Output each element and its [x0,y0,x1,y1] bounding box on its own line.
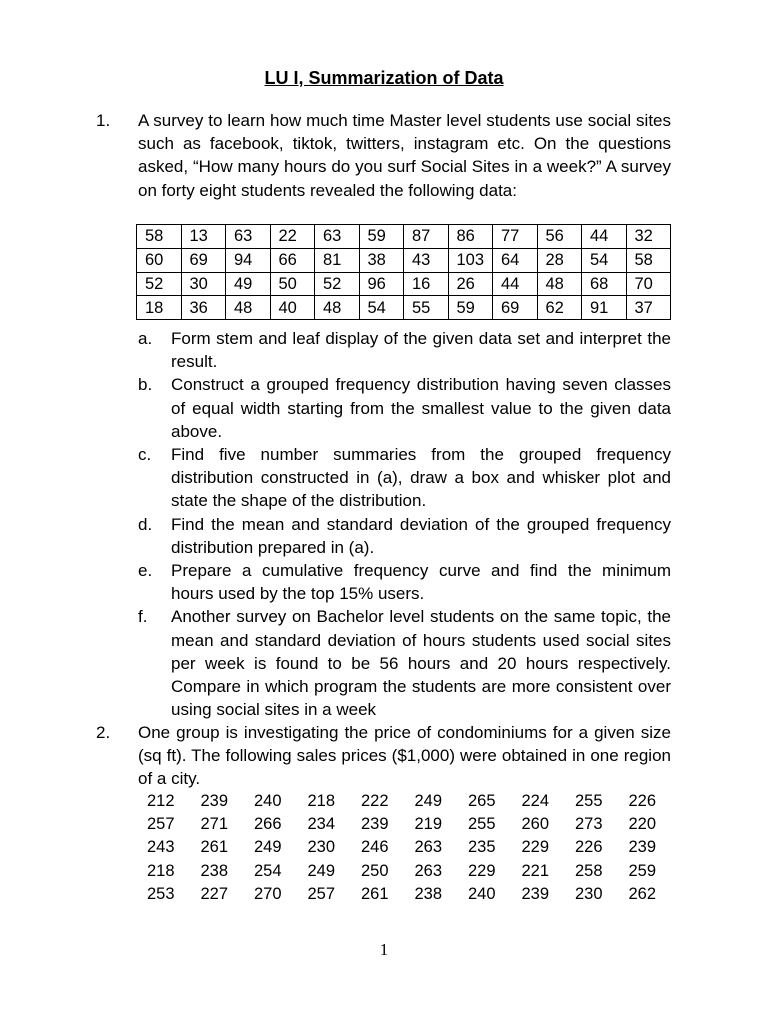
price-value: 271 [200,815,229,834]
sub-question [138,605,671,721]
page-title: LU I, Summarization of Data [264,68,504,88]
price-value: 221 [521,861,550,880]
table-cell: 70 [626,272,671,296]
table-cell: 69 [181,248,226,272]
price-value: 230 [307,838,336,857]
table-cell: 58 [626,248,671,272]
price-value: 212 [147,792,175,810]
sub-question-text: Find the mean and standard deviation of the grouped frequency distribution prepared in (a). [171,514,671,557]
price-value: 239 [628,838,657,857]
table-cell: 43 [404,248,449,272]
price-value: 257 [147,815,175,834]
sub-question-letter: c. [138,445,152,465]
price-value: 263 [414,838,443,857]
price-value: 270 [254,884,282,903]
price-value: 266 [254,815,282,834]
sub-question [138,443,671,513]
sub-question [138,373,671,443]
sub-question-text: Another survey on Bachelor level students on the same topic, the mean and standard deviation of hours students used social sites per week is found to be 56 hours and 20 hours respectively. Compare in which program the students are more consistent over using social sites in a week [171,607,671,720]
price-data-grid [147,790,682,906]
table-cell: 37 [626,296,671,320]
price-value: 250 [361,861,389,880]
survey-data-table [136,224,671,320]
table-cell: 16 [404,272,449,296]
question-2-text: One group is investigating the price of condominiums for a given size (sq ft). The following sales prices ($1,000) were obtained in one region of a city. [138,723,671,789]
table-cell: 91 [582,296,627,320]
table-cell: 30 [181,272,226,296]
table-cell: 103 [448,248,493,272]
price-value: 249 [254,838,282,857]
table-cell: 58 [137,225,182,249]
price-value: 224 [521,792,550,810]
table-cell: 54 [582,248,627,272]
price-value: 229 [521,838,550,857]
price-row [147,883,682,906]
price-value: 227 [200,884,229,903]
price-value: 218 [307,792,336,810]
price-value: 234 [307,815,336,834]
sub-question-letter: a. [138,329,153,348]
table-row [137,225,671,249]
price-value: 255 [468,815,496,834]
price-value: 226 [628,792,657,810]
price-value: 230 [575,884,603,903]
sub-question [138,327,671,373]
table-cell: 50 [270,272,315,296]
price-value: 220 [628,815,657,834]
table-row [137,248,671,272]
sub-question-letter: b. [138,375,153,395]
price-row [147,813,682,836]
sub-question-letter: e. [138,561,153,581]
price-value: 246 [361,838,389,857]
table-cell: 28 [537,248,582,272]
price-value: 255 [575,792,603,810]
table-cell: 52 [315,272,360,296]
price-value: 243 [147,838,175,857]
table-cell: 55 [404,296,449,320]
price-value: 259 [628,861,657,880]
table-cell: 60 [137,248,182,272]
table-cell: 26 [448,272,493,296]
price-row [147,860,682,883]
sub-question-text: Find five number summaries from the grouped frequency distribution constructed in (a), draw a box and whisker plot and state the shape of the distribution. [171,445,671,511]
table-cell: 48 [315,296,360,320]
table-cell: 13 [181,225,226,249]
table-cell: 48 [226,296,271,320]
price-value: 239 [521,884,550,903]
price-value: 239 [200,792,229,810]
price-value: 261 [200,838,229,857]
table-cell: 44 [493,272,538,296]
price-value: 257 [307,884,336,903]
table-cell: 38 [359,248,404,272]
price-row [147,790,682,813]
price-value: 226 [575,838,603,857]
price-value: 258 [575,861,603,880]
table-cell: 87 [404,225,449,249]
table-cell: 77 [493,225,538,249]
sub-question-letter: f. [138,607,148,627]
table-cell: 56 [537,225,582,249]
table-cell: 32 [626,225,671,249]
sub-question [138,559,671,605]
price-value: 238 [414,884,443,903]
price-value: 260 [521,815,550,834]
question-1-subparts [138,327,671,721]
table-cell: 22 [270,225,315,249]
price-value: 254 [254,861,282,880]
table-cell: 59 [359,225,404,249]
table-cell: 68 [582,272,627,296]
table-row [137,272,671,296]
price-value: 240 [254,792,282,810]
price-value: 261 [361,884,389,903]
price-value: 222 [361,792,389,810]
sub-question-text: Construct a grouped frequency distribution having seven classes of equal width starting from the smallest value to the given data above. [171,375,671,441]
table-cell: 52 [137,272,182,296]
price-value: 253 [147,884,175,903]
table-cell: 62 [537,296,582,320]
table-cell: 40 [270,296,315,320]
table-cell: 54 [359,296,404,320]
table-cell: 66 [270,248,315,272]
table-cell: 64 [493,248,538,272]
price-value: 239 [361,815,389,834]
table-cell: 49 [226,272,271,296]
sub-question [138,513,671,559]
table-cell: 86 [448,225,493,249]
price-value: 249 [307,861,336,880]
table-cell: 96 [359,272,404,296]
price-value: 265 [468,792,496,810]
question-1-text: A survey to learn how much time Master level students use social sites such as facebook, tiktok, twitters, instagram etc. On the questions asked, “How many hours do you surf Social Sites in a week?” A survey on forty eight students revealed the following data: [138,111,671,200]
table-cell: 63 [315,225,360,249]
sub-question-text: Prepare a cumulative frequency curve and find the minimum hours used by the top 15% users. [171,561,671,604]
price-value: 218 [147,861,175,880]
table-cell: 18 [137,296,182,320]
sub-question-text: Form stem and leaf display of the given data set and interpret the result. [171,329,671,372]
question-1-number: 1. [96,111,111,130]
price-value: 273 [575,815,603,834]
question-2-number: 2. [96,723,111,742]
price-value: 238 [200,861,229,880]
price-value: 229 [468,861,496,880]
price-value: 262 [628,884,657,903]
table-cell: 36 [181,296,226,320]
table-cell: 94 [226,248,271,272]
table-cell: 59 [448,296,493,320]
price-value: 219 [414,815,443,834]
price-value: 249 [414,792,443,810]
table-row [137,296,671,320]
table-cell: 44 [582,225,627,249]
sub-question-letter: d. [138,514,153,534]
table-cell: 48 [537,272,582,296]
price-value: 240 [468,884,496,903]
table-cell: 69 [493,296,538,320]
price-value: 263 [414,861,443,880]
table-cell: 81 [315,248,360,272]
table-cell: 63 [226,225,271,249]
price-value: 235 [468,838,496,857]
price-row [147,836,682,859]
page-number: 1 [379,940,389,959]
